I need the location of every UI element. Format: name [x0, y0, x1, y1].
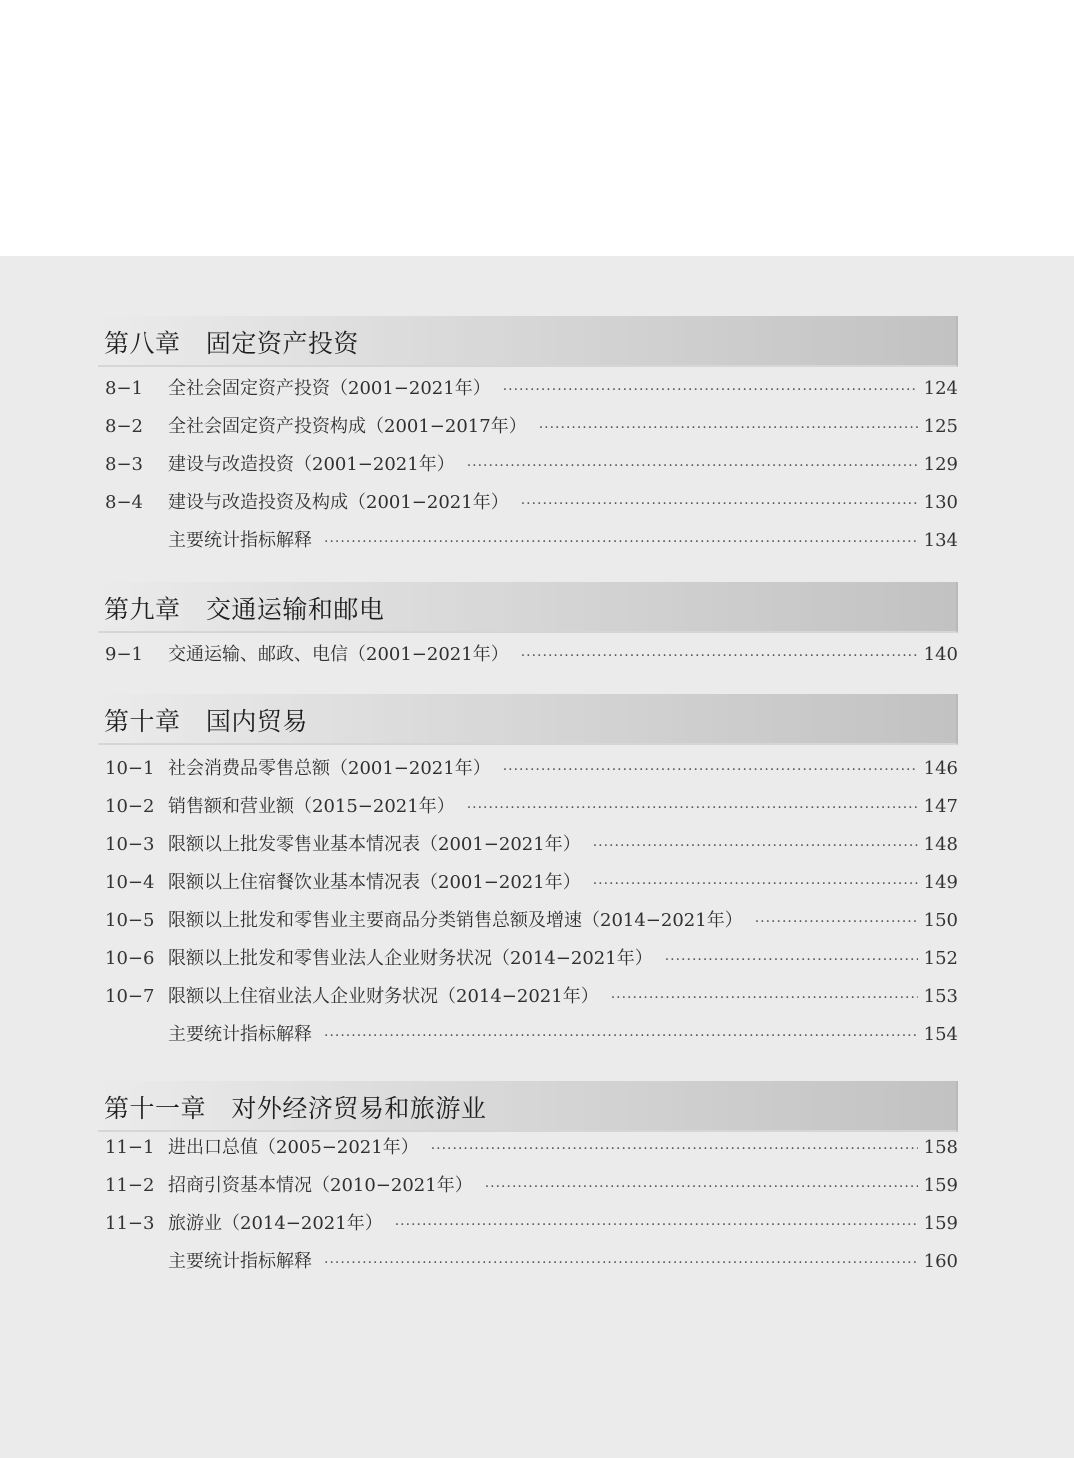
dot-leader [521, 641, 918, 671]
entry-title: 限额以上批发和零售业主要商品分类销售总额及增速（2014−2021年） [168, 910, 743, 931]
toc-entry[interactable] [0, 374, 1074, 404]
entry-title: 限额以上住宿餐饮业基本情况表（2001−2021年） [168, 872, 581, 893]
entry-page-number: 134 [923, 530, 958, 551]
entry-title: 限额以上批发零售业基本情况表（2001−2021年） [168, 834, 581, 855]
dot-leader [324, 1021, 918, 1051]
entry-number: 10−5 [105, 910, 155, 931]
dot-leader [593, 869, 918, 899]
dot-leader [593, 831, 918, 861]
toc-entry[interactable] [0, 1020, 1074, 1050]
entry-number: 9−1 [105, 644, 143, 665]
entry-title: 主要统计指标解释 [168, 1024, 312, 1045]
entry-number: 8−1 [105, 378, 143, 399]
toc-entry[interactable] [0, 868, 1074, 898]
entry-page-number: 152 [923, 948, 958, 969]
entry-page-number: 153 [923, 986, 958, 1007]
entry-number: 10−2 [105, 796, 155, 817]
toc-entry[interactable] [0, 450, 1074, 480]
entry-page-number: 147 [923, 796, 958, 817]
entry-number: 10−3 [105, 834, 155, 855]
entry-number: 8−4 [105, 492, 143, 513]
dot-leader [467, 451, 918, 481]
entry-page-number: 129 [923, 454, 958, 475]
entry-title: 进出口总值（2005−2021年） [168, 1137, 419, 1158]
dot-leader [324, 1248, 918, 1278]
toc-entry[interactable] [0, 412, 1074, 442]
entry-page-number: 130 [923, 492, 958, 513]
entry-title: 社会消费品零售总额（2001−2021年） [168, 758, 491, 779]
chapter-header-8 [98, 316, 958, 367]
entry-title: 限额以上批发和零售业法人企业财务状况（2014−2021年） [168, 948, 653, 969]
chapter-title: 第八章 固定资产投资 [104, 329, 359, 358]
toc-entry[interactable] [0, 944, 1074, 974]
entry-title: 主要统计指标解释 [168, 530, 312, 551]
toc-entry[interactable] [0, 1247, 1074, 1277]
toc-entry[interactable] [0, 1209, 1074, 1239]
toc-entry[interactable] [0, 792, 1074, 822]
toc-entry[interactable] [0, 1133, 1074, 1163]
entry-page-number: 159 [923, 1213, 958, 1234]
dot-leader [431, 1134, 918, 1164]
entry-page-number: 124 [923, 378, 958, 399]
entry-page-number: 154 [923, 1024, 958, 1045]
entry-title: 建设与改造投资（2001−2021年） [168, 454, 455, 475]
entry-number: 11−2 [105, 1175, 155, 1196]
chapter-title: 第十章 国内贸易 [104, 707, 308, 736]
toc-entry[interactable] [0, 1171, 1074, 1201]
entry-number: 8−2 [105, 416, 143, 437]
entry-number: 10−1 [105, 758, 155, 779]
dot-leader [521, 489, 918, 519]
chapter-title: 第十一章 对外经济贸易和旅游业 [104, 1094, 487, 1123]
entry-title: 全社会固定资产投资（2001−2021年） [168, 378, 491, 399]
entry-number: 10−6 [105, 948, 155, 969]
dot-leader [503, 755, 918, 785]
entry-page-number: 140 [923, 644, 958, 665]
entry-number: 11−1 [105, 1137, 155, 1158]
chapter-header-11 [98, 1081, 958, 1132]
entry-title: 招商引资基本情况（2010−2021年） [168, 1175, 473, 1196]
entry-page-number: 160 [923, 1251, 958, 1272]
entry-title: 全社会固定资产投资构成（2001−2017年） [168, 416, 527, 437]
entry-page-number: 146 [923, 758, 958, 779]
entry-title: 主要统计指标解释 [168, 1251, 312, 1272]
dot-leader [539, 413, 918, 443]
toc-entry[interactable] [0, 906, 1074, 936]
entry-title: 建设与改造投资及构成（2001−2021年） [168, 492, 509, 513]
entry-page-number: 159 [923, 1175, 958, 1196]
dot-leader [324, 527, 918, 557]
toc-entry[interactable] [0, 488, 1074, 518]
toc-entry[interactable] [0, 982, 1074, 1012]
chapter-header-9 [98, 582, 958, 633]
toc-entry[interactable] [0, 526, 1074, 556]
dot-leader [503, 375, 918, 405]
dot-leader [485, 1172, 918, 1202]
dot-leader [395, 1210, 918, 1240]
entry-page-number: 158 [923, 1137, 958, 1158]
entry-title: 交通运输、邮政、电信（2001−2021年） [168, 644, 509, 665]
dot-leader [611, 983, 918, 1013]
entry-page-number: 125 [923, 416, 958, 437]
entry-number: 11−3 [105, 1213, 155, 1234]
dot-leader [467, 793, 918, 823]
dot-leader [755, 907, 918, 937]
entry-number: 10−7 [105, 986, 155, 1007]
entry-number: 10−4 [105, 872, 155, 893]
blank-top-area [0, 0, 1074, 256]
entry-page-number: 148 [923, 834, 958, 855]
chapter-header-10 [98, 694, 958, 745]
entry-title: 旅游业（2014−2021年） [168, 1213, 383, 1234]
dot-leader [665, 945, 918, 975]
entry-page-number: 149 [923, 872, 958, 893]
toc-entry[interactable] [0, 830, 1074, 860]
toc-entry[interactable] [0, 640, 1074, 670]
entry-page-number: 150 [923, 910, 958, 931]
toc-entry[interactable] [0, 754, 1074, 784]
chapter-title: 第九章 交通运输和邮电 [104, 595, 385, 624]
entry-title: 限额以上住宿业法人企业财务状况（2014−2021年） [168, 986, 599, 1007]
entry-title: 销售额和营业额（2015−2021年） [168, 796, 455, 817]
entry-number: 8−3 [105, 454, 143, 475]
